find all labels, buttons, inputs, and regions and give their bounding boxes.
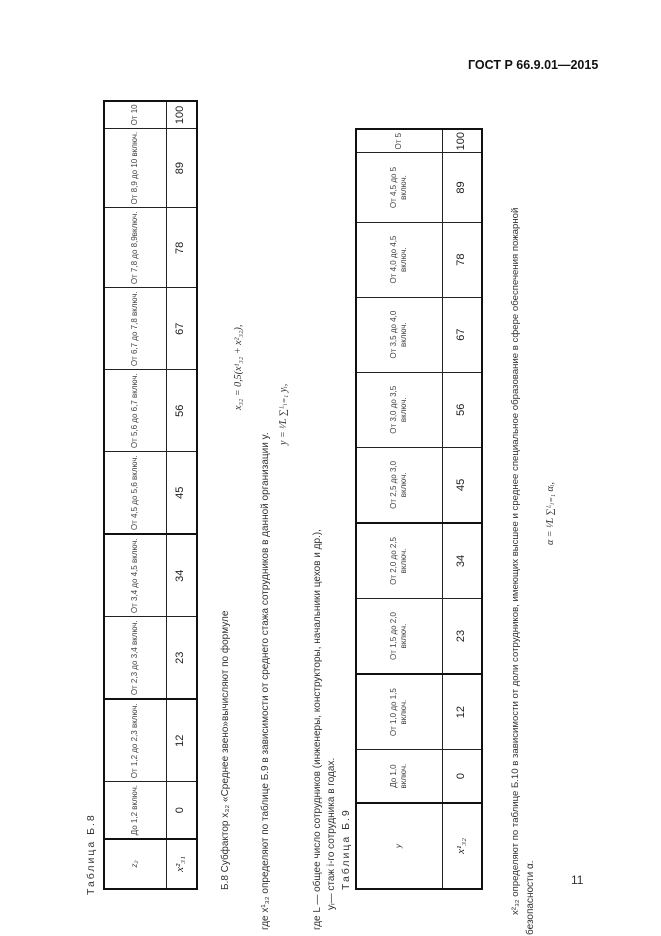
table-b9-header-cell: От 2,5 до 3,0 включ.	[356, 447, 442, 523]
table-b8-value: 56	[166, 370, 197, 452]
table-b9-header-cell: От 1,5 до 2,0 включ.	[356, 598, 442, 674]
section-b8-heading: Б.8 Субфактор x₃₂ «Среднее звено»вычисляют по формуле	[220, 610, 231, 890]
where-x132: где x¹₃₂ определяют по таблице Б.9 в зависимости от среднего стажа сотрудников в данной организации y.	[260, 432, 271, 930]
table-b8-value: 78	[166, 208, 197, 288]
table-b8-value: 89	[166, 128, 197, 208]
table-b9-value: 100	[442, 129, 482, 153]
section-b10-text-cont: безопасности α.	[525, 860, 536, 935]
document-header: ГОСТ Р 66.9.01—2015	[468, 58, 599, 72]
table-b8-caption: Таблица Б.8	[85, 813, 97, 895]
table-b9-row1-label: y	[356, 803, 442, 889]
table-b8-header-cell: От 2,3 до 3,4 включ.	[104, 617, 166, 700]
table-b9-value: 34	[442, 523, 482, 599]
table-b8-header-cell: От 8,9 до 10 включ.	[104, 128, 166, 208]
table-b8-header-cell: От 3,4 до 4,5 включ.	[104, 534, 166, 617]
table-b8-value: 67	[166, 288, 197, 370]
table-b9-value: 89	[442, 153, 482, 222]
table-b9-value: 12	[442, 674, 482, 750]
table-b8-header-cell: От 5,6 до 6,7 включ.	[104, 370, 166, 452]
table-b9-header-cell: От 3,5 до 4,0 включ.	[356, 297, 442, 372]
table-b9	[355, 128, 483, 890]
table-b9-header-cell: От 4,5 до 5 включ.	[356, 153, 442, 222]
rotated-content	[85, 95, 605, 935]
table-b9-header-cell: От 5	[356, 129, 442, 153]
table-b9-row2-label: x¹₃₂	[442, 803, 482, 889]
table-b9-header-cell: До 1,0 включ.	[356, 750, 442, 803]
table-b9-header-cell: От 2,0 до 2,5 включ.	[356, 523, 442, 599]
page-number: 11	[571, 873, 584, 887]
table-b8-header-cell: От 4,5 до 5,6 включ.	[104, 452, 166, 535]
table-b8-header-cell: От 6,7 до 7,8 включ.	[104, 288, 166, 370]
table-b9-value: 45	[442, 447, 482, 523]
table-b9-value: 23	[442, 598, 482, 674]
table-b8-row2-label: x²₃₁	[166, 839, 197, 889]
table-b8-header-cell: От 10	[104, 101, 166, 128]
table-b8	[103, 100, 198, 890]
table-b8-header-cell: От 1,2 до 2,3 включ.	[104, 699, 166, 782]
section-b10-text: x²₃₂ определяют по таблице Б.10 в зависимости от доли сотрудников, имеющих высшее и среднее специальное образование в сфере обеспечения пожарной	[510, 207, 521, 915]
table-b8-header-cell: До 1,2 включ.	[104, 782, 166, 839]
table-b9-value: 56	[442, 372, 482, 447]
formula-x32: x₃₂ = 0,5(x¹₃₂ + x²₃₂),	[233, 324, 244, 410]
table-b8-value: 12	[166, 699, 197, 782]
table-b8-value: 23	[166, 617, 197, 700]
table-b9-value: 0	[442, 750, 482, 803]
where-yi: yᵢ— стаж i-го сотрудника в годах.	[326, 757, 337, 910]
table-b9-header-cell: От 1,0 до 1,5 включ.	[356, 674, 442, 750]
formula-y: y = ¹⁄L ∑ᴸᵢ₌₁ yᵢ,	[278, 383, 289, 445]
table-b8-row1-label: z₂	[104, 839, 166, 889]
table-b9-header-cell: От 4,0 до 4,5 включ.	[356, 222, 442, 297]
table-b8-value: 34	[166, 534, 197, 617]
table-b9-value: 78	[442, 222, 482, 297]
table-b8-value: 100	[166, 101, 197, 128]
table-b9-value: 67	[442, 297, 482, 372]
table-b9-header-cell: От 3,0 до 3,5 включ.	[356, 372, 442, 447]
formula-alpha: α = ¹⁄L ∑ᴸᵢ₌₁ αᵢ,	[545, 482, 556, 545]
table-b8-value: 0	[166, 782, 197, 839]
table-b8-header-cell: От 7,8 до 8,9включ.	[104, 208, 166, 288]
where-L: где L — общее число сотрудников (инженеры, конструкторы, начальники цехов и др.),	[312, 529, 323, 930]
table-b8-value: 45	[166, 452, 197, 535]
table-b9-caption: Таблица Б.9	[340, 808, 352, 890]
